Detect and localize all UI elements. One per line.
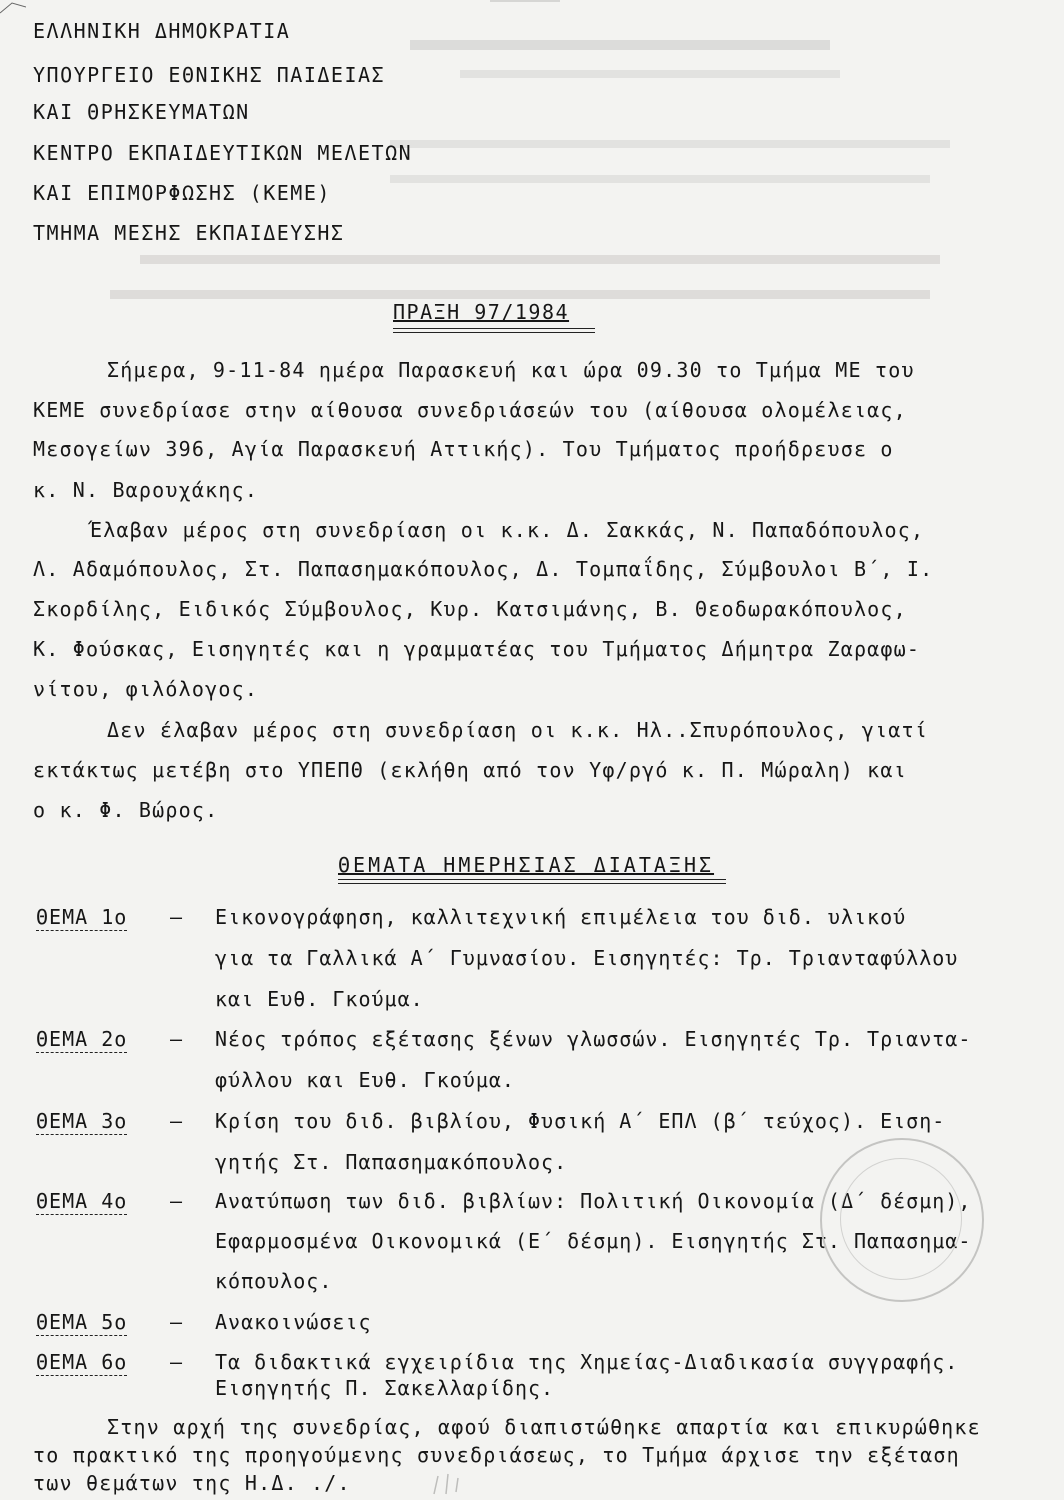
topic-line: κόπουλος. [215, 1269, 333, 1293]
body-line: ο κ. Φ. Βώρος. [33, 798, 219, 822]
header-line-6: ΤΜΗΜΑ ΜΕΣΗΣ ΕΚΠΑΙΔΕΥΣΗΣ [33, 221, 345, 245]
topic-dash: – [170, 1189, 183, 1213]
topic-label: ΘΕΜΑ 2ο [36, 1027, 128, 1051]
document-title: ΠΡΑΞΗ 97/1984 [393, 300, 570, 324]
header-line-3: ΚΑΙ ΘΡΗΣΚΕΥΜΑΤΩΝ [33, 100, 250, 124]
topic-label: ΘΕΜΑ 3ο [36, 1109, 128, 1133]
topic-label: ΘΕΜΑ 5ο [36, 1310, 128, 1334]
topic-line: για τα Γαλλικά Α΄ Γυμνασίου. Εισηγητές: Τρ. Τριανταφύλλου [215, 946, 959, 970]
body-line: Σκορδίλης, Ειδικός Σύμβουλος, Κυρ. Κατσιμάνης, Β. Θεοδωρακόπουλος, [33, 597, 907, 621]
closing-line: Στην αρχή της συνεδρίας, αφού διαπιστώθηκε απαρτία και επικυρώθηκε [107, 1415, 981, 1439]
topic-label: ΘΕΜΑ 1ο [36, 905, 128, 929]
closing-line: των θεμάτων της Η.Δ. ./. [33, 1471, 351, 1495]
body-line: ΚΕΜΕ συνεδρίασε στην αίθουσα συνεδριάσεών του (αίθουσα ολομέλειας, [33, 398, 907, 422]
topic-dash: – [170, 905, 183, 929]
faint-stamp [820, 1138, 984, 1302]
body-line: νίτου, φιλόλογος. [33, 677, 259, 701]
header-line-4: ΚΕΝΤΡΟ ΕΚΠΑΙΔΕΥΤΙΚΩΝ ΜΕΛΕΤΩΝ [33, 141, 413, 165]
topic-line: γητής Στ. Παπασημακόπουλος. [215, 1150, 568, 1174]
closing-line: το πρακτικό της προηγούμενης συνεδριάσεως, το Τμήμα άρχισε την εξέταση [33, 1443, 960, 1467]
body-line: κ. Ν. Βαρουχάκης. [33, 478, 259, 502]
body-line: Κ. Φούσκας, Εισηγητές και η γραμματέας του Τμήματος Δήμητρα Ζαραφω- [33, 637, 921, 661]
body-line: Σήμερα, 9-11-84 ημέρα Παρασκευή και ώρα 09.30 το Τμήμα ΜΕ του [107, 358, 915, 382]
topic-line: Κρίση του διδ. βιβλίου, Φυσική Α΄ ΕΠΛ (β΄ τεύχος). Ειση- [215, 1109, 946, 1133]
corner-mark [0, 0, 26, 14]
body-line: Λ. Αδαμόπουλος, Στ. Παπασημακόπουλος, Δ. Τομπαΐδης, Σύμβουλοι Β΄, Ι. [33, 557, 934, 581]
topic-dash: – [170, 1027, 183, 1051]
body-line: Δεν έλαβαν μέρος στη συνεδρίαση οι κ.κ. Ηλ..Σπυρόπουλος, γιατί [107, 718, 928, 742]
header-line-1: ΕΛΛΗΝΙΚΗ ΔΗΜΟΚΡΑΤΙΑ [33, 19, 291, 43]
topic-line: Εικονογράφηση, καλλιτεχνική επιμέλεια του διδ. υλικού [215, 905, 907, 929]
topic-line: Ανακοινώσεις [215, 1310, 372, 1334]
title-double-underline [393, 328, 595, 333]
agenda-heading-double-underline [338, 879, 726, 884]
topic-line: Εισηγητής Π. Σακελλαρίδης. [215, 1376, 555, 1400]
topic-dash: – [170, 1109, 183, 1133]
topic-line: Ανατύπωση των διδ. βιβλίων: Πολιτική Οικονομία (Δ΄ δέσμη), [215, 1189, 972, 1213]
body-line: Έλαβαν μέρος στη συνεδρίαση οι κ.κ. Δ. Σακκάς, Ν. Παπαδόπουλος, [90, 518, 925, 542]
topic-dash: – [170, 1350, 183, 1374]
topic-label: ΘΕΜΑ 6ο [36, 1350, 128, 1374]
body-line: εκτάκτως μετέβη στο ΥΠΕΠΘ (εκλήθη από τον Υφ/ργό κ. Π. Μώραλη) και [33, 758, 907, 782]
topic-line: Εφαρμοσμένα Οικονομικά (Ε΄ δέσμη). Εισηγητής Στ. Παπασημα- [215, 1229, 972, 1253]
topic-dash: – [170, 1310, 183, 1334]
header-line-5: ΚΑΙ ΕΠΙΜΟΡΦΩΣΗΣ (ΚΕΜΕ) [33, 181, 331, 205]
topic-line: Νέος τρόπος εξέτασης ξένων γλωσσών. Εισηγητές Τρ. Τριαντα- [215, 1027, 972, 1051]
topic-line: Τα διδακτικά εγχειρίδια της Χημείας-Διαδικασία συγγραφής. [215, 1350, 959, 1374]
topic-line: και Ευθ. Γκούμα. [215, 987, 424, 1011]
topic-label: ΘΕΜΑ 4ο [36, 1189, 128, 1213]
handwritten-mark [430, 1470, 480, 1498]
topic-line: φύλλου και Ευθ. Γκούμα. [215, 1068, 515, 1092]
header-line-2: ΥΠΟΥΡΓΕΙΟ ΕΘΝΙΚΗΣ ΠΑΙΔΕΙΑΣ [33, 63, 386, 87]
agenda-heading: ΘΕΜΑΤΑ ΗΜΕΡΗΣΙΑΣ ΔΙΑΤΑΞΗΣ [338, 853, 715, 877]
bleed-through-text [380, 0, 980, 340]
body-line: Μεσογείων 396, Αγία Παρασκευή Αττικής). Του Τμήματος προήδρευσε ο [33, 437, 894, 461]
